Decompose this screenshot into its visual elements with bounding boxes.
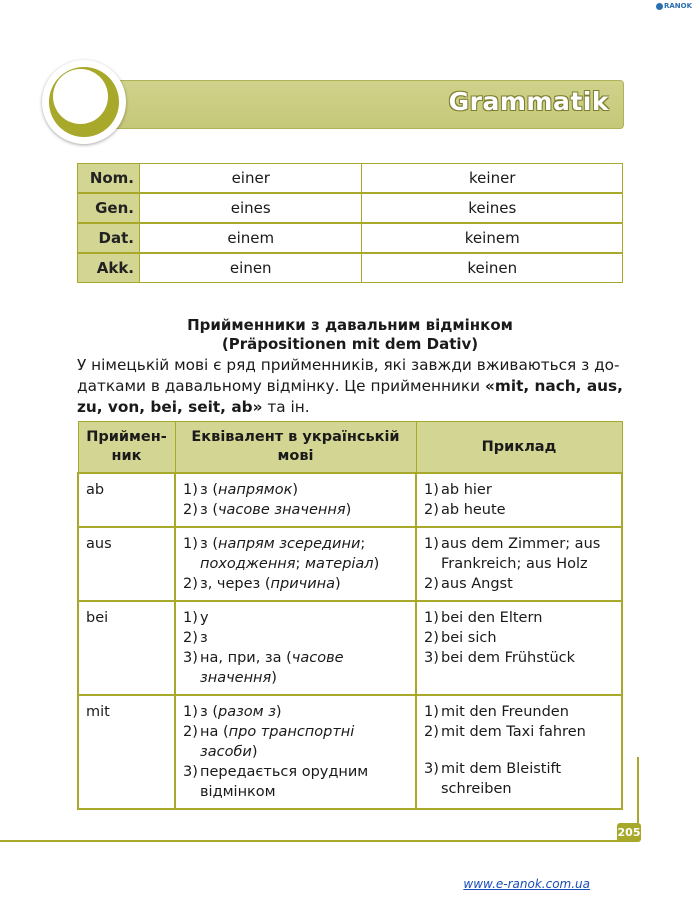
declension-row [78,164,623,194]
prepositions-table [77,421,623,810]
examples-cell [416,527,622,601]
section-paragraph: У німецькій мові є ряд прийменників, які завжди вживаються з до-датками в давальному відмінку. Це прийменники «mit, nach, aus, zu, von, bei, seit, ab» та ін. [77,356,623,416]
meaning-item: 2) з, через (причина) [183,576,341,592]
meaning-item: 3) на, при, за (часове значення) [183,650,344,686]
preposition-word: mit [78,695,175,809]
indefinite-form: einer [140,164,362,194]
preposition-row [78,473,622,527]
example-item: 2) bei sich [424,630,497,646]
website-link[interactable]: www.e-ranok.com.ua [463,877,590,891]
examples-list [424,534,615,594]
publisher-logo-icon [656,3,663,10]
banner-title: Grammatik [448,87,609,116]
case-label: Gen. [78,193,140,223]
negative-form: keinen [362,253,623,283]
meanings-cell [175,695,416,809]
meaning-item: 2) на (про транспортні засоби) [183,724,355,760]
example-item: 3) mit dem Bleistift schreiben [424,761,562,797]
declension-row [78,223,623,253]
indefinite-form: eines [140,193,362,223]
preposition-word: aus [78,527,175,601]
bottom-divider [0,840,622,842]
declension-row [78,253,623,283]
preposition-row [78,527,622,601]
meanings-cell [175,601,416,695]
section-heading: Прийменники з давальним відмінком (Präpositionen mit dem Dativ) [187,316,513,353]
meaning-item: 1) з (разом з) [183,704,282,720]
examples-cell [416,601,622,695]
preposition-row [78,601,622,695]
example-item: 2) aus Angst [424,576,513,592]
meanings-list [183,534,409,594]
meanings-cell [175,527,416,601]
indefinite-form: einem [140,223,362,253]
preposition-row [78,695,622,809]
negative-form: keiner [362,164,623,194]
meaning-item: 1) з (напрямок) [183,482,298,498]
banner-circle-icon [42,60,126,144]
case-label: Akk. [78,253,140,283]
meaning-item: 2) з (часове значення) [183,502,352,518]
header-example: Приклад [416,422,622,474]
banner-circle-ring [49,67,119,137]
meanings-list [183,702,409,802]
preposition-word: ab [78,473,175,527]
negative-form: keinem [362,223,623,253]
right-side-divider [637,757,639,823]
examples-list [424,702,615,799]
meanings-list [183,608,409,688]
meaning-item: 2) з [183,630,208,646]
examples-list [424,608,615,668]
preposition-list: «mit, nach, aus, zu, von, bei, seit, ab» [77,377,623,416]
example-item: 2) ab heute [424,502,506,518]
example-item: 2) mit dem Taxi fahren [424,724,586,740]
negative-form: keines [362,193,623,223]
header-equivalent: Еквівалент в українській мові [175,422,416,474]
declension-table [77,163,623,283]
example-item: 3) bei dem Frühstück [424,650,576,666]
examples-cell [416,695,622,809]
declension-row [78,193,623,223]
grammar-banner [82,80,624,129]
example-item: 1) aus dem Zimmer; aus Frankreich; aus Holz [424,536,601,572]
header-word: Приймен-ник [78,422,175,474]
meaning-item: 1) у [183,610,209,626]
preposition-word: bei [78,601,175,695]
example-item: 1) ab hier [424,482,492,498]
case-label: Dat. [78,223,140,253]
meaning-item: 1) з (напрям зсередини; походження; матеріал) [183,536,380,572]
case-label: Nom. [78,164,140,194]
publisher-logo: RANOK [656,2,692,10]
page-number: 205 [617,823,641,842]
meaning-item: 3) передається орудним відмінком [183,764,369,800]
example-item: 1) mit den Freunden [424,704,569,720]
meanings-cell [175,473,416,527]
meanings-list [183,480,409,520]
indefinite-form: einen [140,253,362,283]
examples-cell [416,473,622,527]
example-item: 1) bei den Eltern [424,610,543,626]
examples-list [424,480,615,520]
